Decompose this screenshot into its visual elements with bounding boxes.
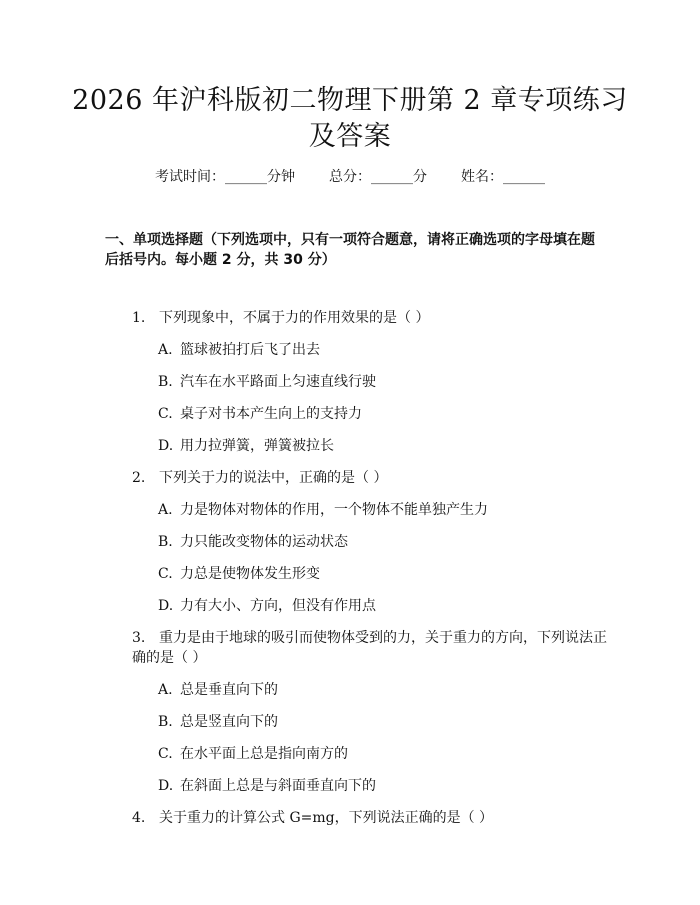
option-text: 力只能改变物体的运动状态 xyxy=(180,534,348,550)
option-letter: C. xyxy=(158,566,173,582)
option-letter: D. xyxy=(158,598,174,614)
option-letter: C. xyxy=(158,746,173,762)
question-3 xyxy=(132,628,607,648)
question-number: 3. xyxy=(132,630,146,646)
option-text: 桌子对书本产生向上的支持力 xyxy=(180,406,362,422)
question-3-text-continued: 确的是（ ） xyxy=(132,650,207,666)
student-name-field: 姓名：______ xyxy=(461,169,545,185)
question-3-option-d xyxy=(158,776,376,796)
option-text: 总是竖直向下的 xyxy=(180,714,278,730)
question-1-option-a xyxy=(158,340,320,360)
question-1-option-b xyxy=(158,372,376,392)
option-text: 在水平面上总是指向南方的 xyxy=(180,746,348,762)
option-text: 力是物体对物体的作用，一个物体不能单独产生力 xyxy=(180,502,488,518)
question-text: 下列现象中，不属于力的作用效果的是（ ） xyxy=(159,310,430,326)
question-2-option-a xyxy=(158,500,488,520)
option-text: 用力拉弹簧，弹簧被拉长 xyxy=(180,438,334,454)
question-text: 下列关于力的说法中，正确的是（ ） xyxy=(159,470,388,486)
question-text: 关于重力的计算公式 G=mg，下列说法正确的是（ ） xyxy=(159,810,494,826)
question-2-option-c xyxy=(158,564,320,584)
question-text: 重力是由于地球的吸引而使物体受到的力，关于重力的方向，下列说法正 xyxy=(159,630,607,646)
question-number: 4. xyxy=(132,810,146,826)
question-4 xyxy=(132,808,493,828)
question-3-option-b xyxy=(158,712,278,732)
section-heading-line-1: 一、单项选择题（下列选项中，只有一项符合题意，请将正确选项的字母填在题 xyxy=(105,232,595,248)
option-letter: A. xyxy=(158,682,173,698)
option-text: 力总是使物体发生形变 xyxy=(180,566,320,582)
option-text: 篮球被拍打后飞了出去 xyxy=(180,342,320,358)
page-title-line-1: 2026 年沪科版初二物理下册第 2 章专项练习 xyxy=(72,85,628,116)
question-3-option-a xyxy=(158,680,278,700)
exam-meta xyxy=(0,167,700,187)
total-score-field: 总分：______分 xyxy=(329,169,427,185)
option-text: 总是垂直向下的 xyxy=(180,682,278,698)
exam-time-field: 考试时间：______分钟 xyxy=(155,169,295,185)
page-title-line-2: 及答案 xyxy=(308,121,392,152)
option-letter: B. xyxy=(158,714,173,730)
option-letter: A. xyxy=(158,502,173,518)
option-letter: A. xyxy=(158,342,173,358)
option-letter: D. xyxy=(158,778,174,794)
question-2 xyxy=(132,468,387,488)
question-1 xyxy=(132,308,429,328)
question-2-option-d xyxy=(158,596,376,616)
option-letter: C. xyxy=(158,406,173,422)
section-heading-line-2: 后括号内。每小题 2 分，共 30 分） xyxy=(105,252,336,268)
option-text: 在斜面上总是与斜面垂直向下的 xyxy=(180,778,376,794)
option-text: 汽车在水平路面上匀速直线行驶 xyxy=(180,374,376,390)
question-1-option-d xyxy=(158,436,334,456)
question-2-option-b xyxy=(158,532,348,552)
question-1-option-c xyxy=(158,404,362,424)
option-letter: B. xyxy=(158,534,173,550)
option-letter: D. xyxy=(158,438,174,454)
question-number: 1. xyxy=(132,310,146,326)
question-number: 2. xyxy=(132,470,146,486)
option-text: 力有大小、方向，但没有作用点 xyxy=(180,598,376,614)
question-3-option-c xyxy=(158,744,348,764)
option-letter: B. xyxy=(158,374,173,390)
